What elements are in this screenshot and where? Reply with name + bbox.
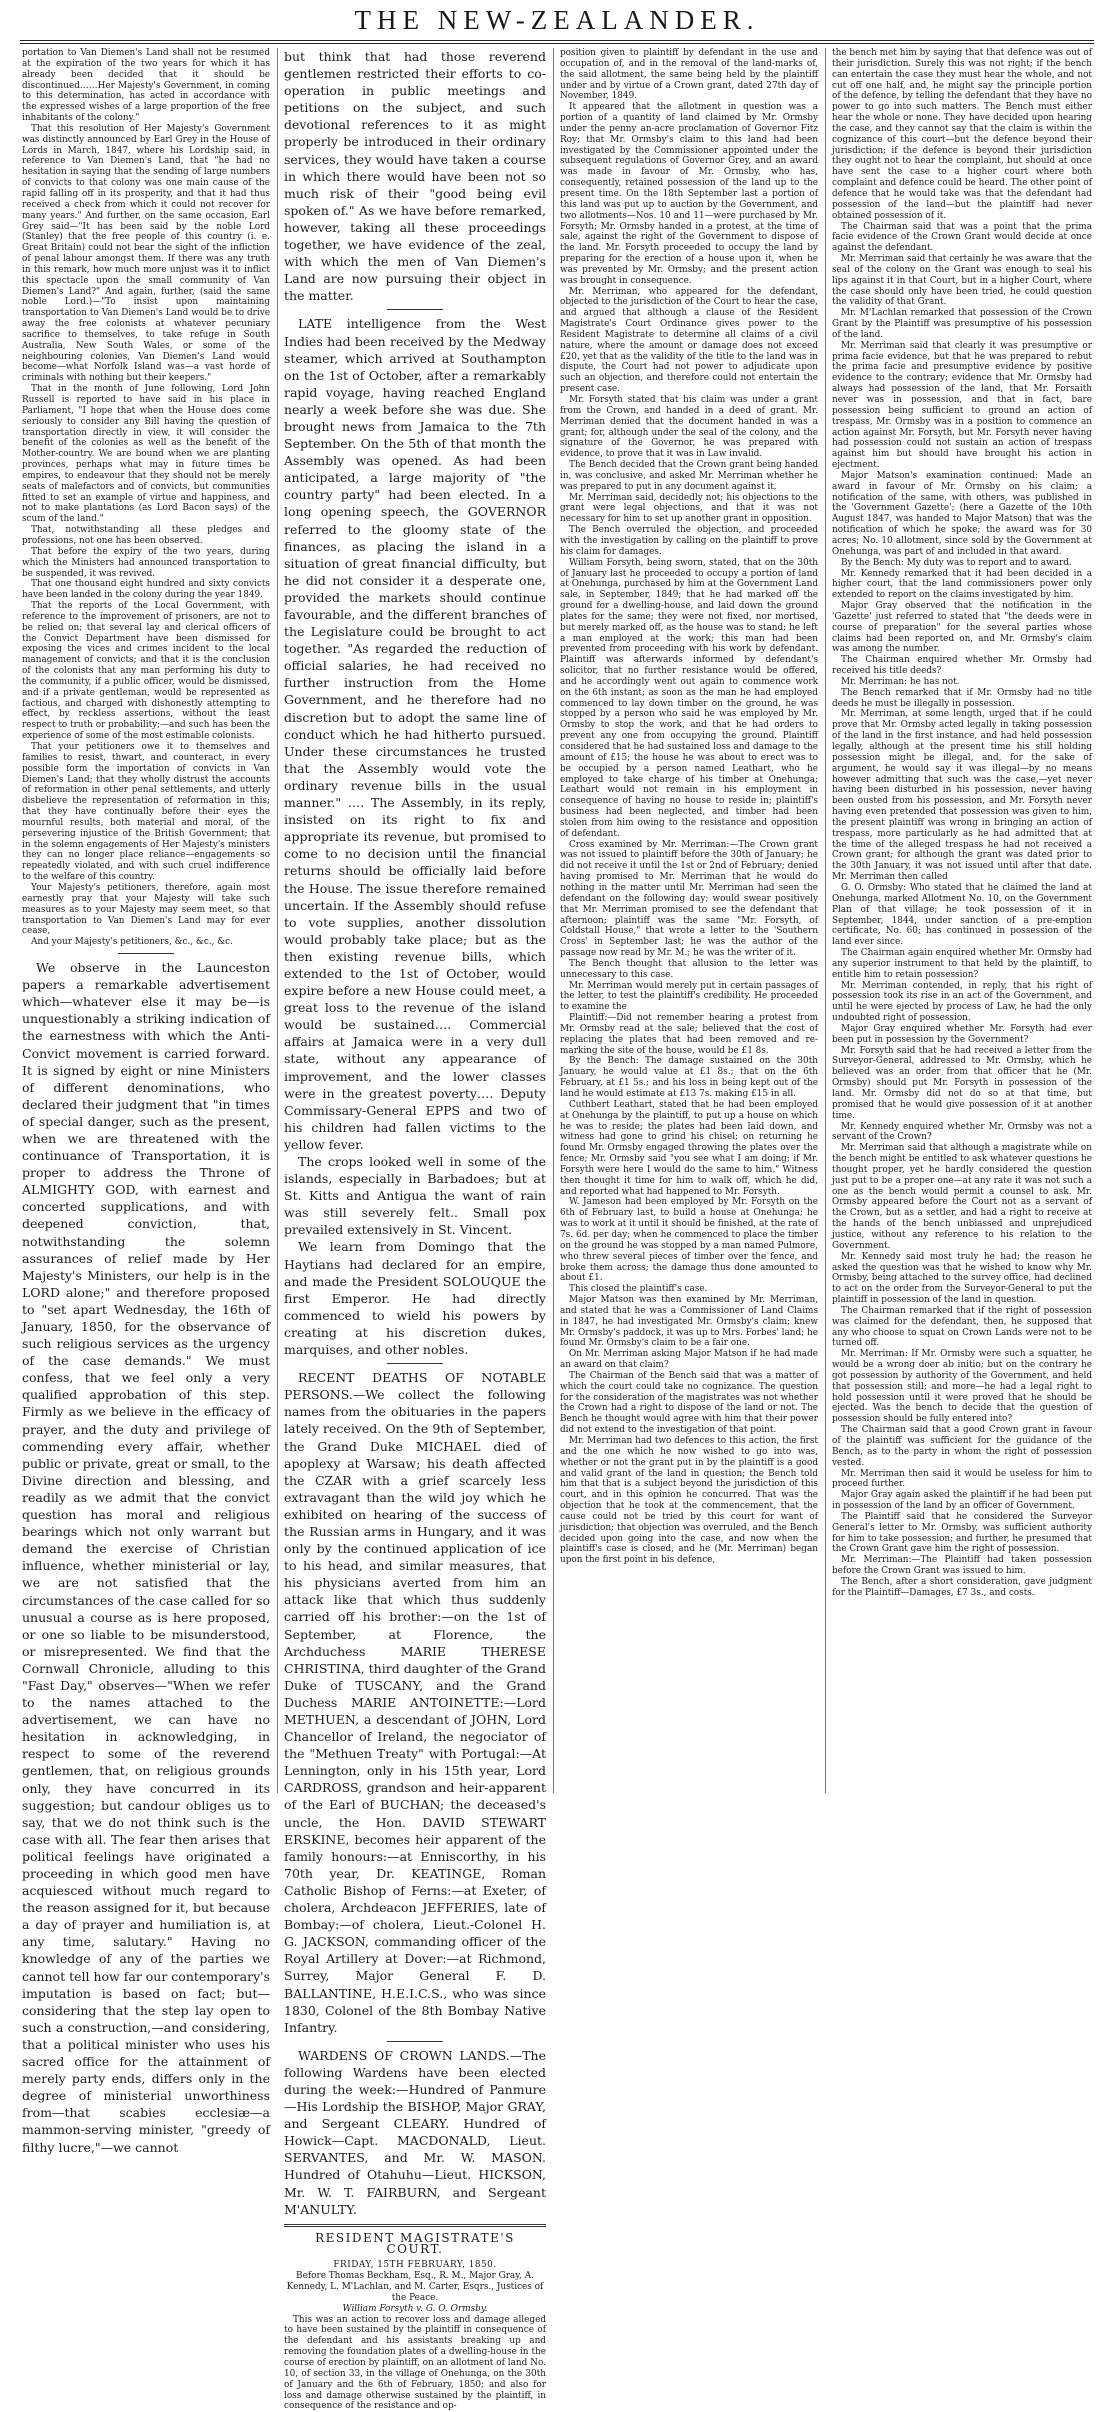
court-report-text: This was an action to recover loss and damage alleged to have been sustained by the plaintiff in consequence of the defendant and his assistants breaking up and removing the foundation plates of a dwelling-house in the course of erection by plaintiff, on an allotment of land No. 10, of section 33, in the village of Onehunga, on the 30th of January and the 6th of February, 1850; and also for loss and damage otherwise sustained by the plaintiff, in consequence of the resistance and op- bbox=[284, 2314, 546, 2412]
masthead bbox=[0, 0, 1114, 42]
court-report-text: The Chairman of the Bench said that was a matter of which the court could take no cognizance. The question for the consideration of the magistrates was not whether the Crown had a right to dispose of the land or not. The Bench he thought would agree with him that their power did not extend to the investigation of that point. bbox=[560, 1370, 818, 1436]
page-columns bbox=[22, 48, 1092, 2412]
court-report-text: It appeared that the allotment in question was a portion of a quantity of land claimed by Mr. Ormsby under the penny an-acre proclamation of Governor Fitz Roy; that Mr. Ormsby's claim to this land had been investigated by the Commissioner appointed under the subsequent regulations of Governor Grey, and an award was made in favour of Mr. Ormsby, who has, consequently, retained possession of the land up to the present time. On the 18th September last a portion of this land was put up to auction by the Government, and two allotments—Nos. 10 and 11—were purchased by Mr. Forsyth; Mr. Ormsby handed in a protest, at the time of sale, against the right of the Government to dispose of the land. Mr. Forsyth proceeded to occupy the land by preparing for the erection of a house upon it, when he was prevented by Mr. Ormsby; and the present action was brought in consequence. bbox=[560, 102, 818, 286]
column-4 bbox=[832, 48, 1092, 1793]
masthead-rule-top bbox=[20, 40, 1094, 41]
petition-text: That your petitioners owe it to themselves and families to resist, thwart, and counteract, in every possible form the importation of convicts in Van Diemen's Land; that they wholly distrust the accounts of reformation in other penal settlements, and utterly disbelieve the representation of reformation in this; that they have continually before their eyes the mournful results, both material and moral, of the persevering injustice of the British Government; that in the solemn engagements of Her Majesty's ministers they can no longer place reliance—engagements so repeatedly violated, and with such cruel indifference to the welfare of this country. bbox=[22, 742, 270, 883]
court-report-text: Mr. Merriman: he has not. bbox=[841, 676, 960, 687]
court-report-text: G. O. Ormsby: Who stated that he claimed the land at Onehunga, marked Allotment No. 10, on the Government Plan of that village; he took possession of it in September, 1844, under sanction of a pre-emption certificate, No. 60; has continued in possession of the land ever since. bbox=[832, 882, 1092, 948]
court-report-text: On Mr. Merriman asking Major Matson if he had made an award on that claim? bbox=[560, 1349, 818, 1371]
editorial-text: We observe in the Launceston papers a remarkable advertisement which—whatever else it may be—is unquestionably a striking indication of the earnestness with which the Anti-Convict movement is carried forward. It is signed by eight or nine Ministers of different denominations, who declared their judgment that "in times of special danger, such as the present, when we are threatened with the continuance of Transportation, it is proper to address the Throne of ALMIGHTY GOD, with earnest and concerted supplications, and with deepened conviction, that, notwithstanding the solemn assurances of relief made by Her Majesty's Ministers, our help is in the LORD alone;" and therefore proposed to "set apart Wednesday, the 16th of January, 1850, for the observance of such religious services as the urgency of the case demands." We must confess, that we feel only a very qualified approbation of this step. Firmly as we believe in the efficacy of prayer, and the duty and privilege of commending every affair, whether public or private, great or small, to the Divine direction and blessing, and readily as we admit that the convict question has moral and religious bearings which not only warrant but demand the exercise of Christian influence, whether ministerial or lay, we are not satisfied that the circumstances of the case called for so unusual a course as is here proposed, or one so liable to be misunderstood, or misrepresented. We find that the Cornwall Chronicle, alluding to this "Fast Day," observes—"When we refer to the names attached to the advertisement, we can have no hesitation in acknowledging, in respect to some of the reverend gentlemen, that, on religious grounds only, they have concurred in its suggestion; but candour obliges us to say, that we do not think such is the case with all. The fear then arises that political feelings have originated a proceeding in which good men have acquiesced without much regard to the reason assigned for it, but because a day of prayer and humiliation is, at any time, salutary." Having no knowledge of any of the parties we cannot tell how far our contemporary's imputation is based on fact; but—considering that the step lay open to such a construction,—and considering, that a political minister who uses his sacred office for the attainment of merely party ends, differs only in the degree of ministerial unworthiness from—that scabies ecclesiæ—a mammon-serving minister, "greedy of filthy lucre,"—we cannot bbox=[22, 960, 270, 2155]
court-report-text: Mr. Kennedy enquired whether Mr. Ormsby was not a servant of the Crown? bbox=[832, 1121, 1092, 1143]
court-report-text: Mr. Merriman then said it would be useless for him to proceed further. bbox=[832, 1468, 1092, 1490]
section-separator bbox=[284, 2224, 546, 2227]
court-report-text: Mr. Merriman: If Mr. Ormsby were such a squatter, he would be a wrong doer ab initio; but on the contrary he got possession by authority of the Government, and held that possession still; and more—he had a legal right to hold possession until it were proved that he should be ejected. Was the bench to decide that the question of possession should be fully entered into? bbox=[832, 1349, 1092, 1425]
court-report-text: The Bench remarked that if Mr. Ormsby had no title deeds he must be illegally in possession. bbox=[832, 687, 1092, 709]
court-report-text: Major Gray enquired whether Mr. Forsyth had ever been put in possession by the Government? bbox=[832, 1023, 1092, 1045]
petition-text: That this resolution of Her Majesty's Government was distinctly announced by Earl Grey in the House of Lords in March, 1847, where his Lordship said, in reference to Van Diemen's Land, that "he had no hesitation in saying that the sending of large numbers of convicts to that colony was one main cause of the rapid falling off in its prosperity, and that it had thus received a check from which it could not recover for many years." And further, on the same occasion, Earl Grey said—"It has been said by the noble Lord (Stanley) that the free people of this country (i. e. Great Britain) could not bear the sight of the infliction of penal labour amongst them. If there was any truth in this remark, how much more unjust was it to inflict this spectacle upon the small community of Van Diemen's Land?" And again, further, (said the same noble Lord.)—"To insist upon maintaining transportation to Van Diemen's Land would be to drive away the free colonists at whatever pecuniary sacrifice to themselves, to take refuge in South Australia, New South Wales, or some of the neighbouring colonies, Van Diemen's Land would become—what Norfolk Island was—a vast horde of criminals with nothing but their keepers." bbox=[22, 123, 270, 384]
court-report-text: Mr. Kennedy remarked that it had been decided in a higher court, that the land commissioners power only extended to report on the claims investigated by him. bbox=[832, 568, 1092, 601]
court-heading: RESIDENT MAGISTRATE'S COURT. bbox=[315, 2230, 515, 2256]
court-report-text: The Chairman remarked that if the right of possession was claimed for the defendant, then, he supposed that any who choose to squat on Crown Lands were not to be turned off. bbox=[832, 1305, 1092, 1349]
court-report-text: Cuthbert Leathart, stated that he had been employed at Onehunga by the plaintiff, to put up a house on which he was to reside; the plates had been laid down, and witness had gone to grind his chisel; on returning he found Mr. Ormsby engaged throwing the plates over the fence; Mr. Ormsby said "you see what I am doing; if Mr. Forsyth were here I would do the same to him." Witness then thought it time for him to walk off, which he did, and reported what had happened to Mr. Forsyth. bbox=[560, 1099, 818, 1197]
news-obituaries: RECENT DEATHS OF NOTABLE PERSONS.—We collect the following names from the obituaries in the papers lately received. On the 9th of September, the Grand Duke MICHAEL died of apoplexy at Warsaw; his death affected the CZAR with a grief scarcely less extravagant than the wild joy which he exhibited on hearing of the success of the Russian arms in Hungary, and it was only by the continued application of ice to his head, and similar measures, that his physicians averted from him an attack like that which thus suddenly carried off his brother:—on the 1st of September, at Florence, the Archduchess MARIE THERESE CHRISTINA, third daughter of the Grand Duke of TUSCANY, and the Grand Duchess MARIE ANTOINETTE:—Lord METHUEN, a descendant of JOHN, Lord Chancellor of Ireland, the negociator of the "Methuen Treaty" with Portugal:—At Lennington, only in his 15th year, Lord CARDROSS, grandson and heir-apparent of the Earl of BUCHAN; the deceased's uncle, the Hon. DAVID STEWART ERSKINE, becomes heir apparent of the family honours:—at Enniscorthy, in his 70th year, Dr. KEATINGE, Roman Catholic Bishop of Ferns:—at Exeter, of cholera, Archdeacon JEFFERIES, late of Bombay:—of cholera, Lieut.-Colonel H. G. JACKSON, commanding officer of the Royal Artillery at Dover:—at Richmond, Surrey, Major General F. D. BALLANTINE, H.E.I.C.S., who was since 1830, Colonel of the 8th Bombay Native Infantry. bbox=[284, 1370, 546, 2035]
court-report-text: Mr. Merriman:—The Plaintiff had taken possession before the Crown Grant was issued to him. bbox=[832, 1555, 1092, 1577]
court-report-text: Plaintiff:—Did not remember hearing a protest from Mr. Ormsby read at the sale; believed that the cost of replacing the plates that had been removed and re-marking the site of the house, would be £1 8s. bbox=[560, 1013, 818, 1056]
court-report-text: By the Bench: My duty was to report and to award. bbox=[841, 557, 1072, 568]
petition-text: portation to Van Diemen's Land shall not be resumed at the expiration of the two years for which it has already been decided that it should be discontinued……Her Majesty's Government, in coming to this determination, has acted in accordance with the expressed wishes of a large proportion of the free inhabitants of the colony." bbox=[22, 48, 270, 124]
petition-text: That one thousand eight hundred and sixty convicts have been landed in the colony during the year 1849. bbox=[22, 579, 270, 601]
petition-text: That before the expiry of the two years, during which the Ministers had announced transportation to be suspended, it was revived. bbox=[22, 546, 270, 579]
court-report-text: Mr. M'Lachlan remarked that possession of the Crown Grant by the Plaintiff was presumptive of his possession of the land. bbox=[832, 308, 1092, 340]
column-1 bbox=[22, 48, 270, 2155]
article-separator bbox=[387, 309, 443, 310]
petition-text: Your Majesty's petitioners, therefore, again most earnestly pray that your Majesty will take such measures as to your Majesty may seem meet, so that transportation to Van Diemen's Land may for ever cease, bbox=[22, 882, 270, 937]
court-report-text: Mr. Merriman would merely put in certain passages of the letter, to test the plaintiff's credibility. He proceeded to examine the bbox=[560, 980, 818, 1013]
article-separator bbox=[118, 953, 174, 954]
court-report-text: Mr. Forsyth stated that his claim was under a grant from the Crown, and handed in a deed of grant. Mr. Merriman denied that the document handed in was a grant; for, although under the seal of the colony, and the signature of the Governor, he was prepared with evidence, to prove that it was in Law invalid. bbox=[560, 395, 818, 460]
court-report-text: The Bench overruled the objection, and proceeded with the investigation by calling on the plaintiff to prove his claim for damages. bbox=[560, 525, 818, 557]
news-west-indies: The crops looked well in some of the islands, especially in Barbadoes; but at St. Kitts and Antigua the want of rain was still severely felt.. Small pox prevailed extensively in St. Vincent. bbox=[284, 1154, 546, 1238]
editorial-article-continued bbox=[284, 48, 546, 2218]
court-report-text: The Bench decided that the Crown grant being handed in, was conclusive, and asked Mr. Merriman whether he was prepared to put in any document against it. bbox=[560, 460, 818, 492]
court-report-text: Mr. Kennedy said most truly he had; the reason he asked the question was that he wished to know why Mr. Ormsby, being attached to the survey office, had declined to act on the order from the Surveyor-General to put the plaintiff in possession of the land in question. bbox=[832, 1251, 1092, 1306]
court-report-text: Mr. Merriman said that certainly he was aware that the seal of the colony on the Grant was enough to seal his lips against it in that Court, but in a higher Court, where the case should only have been tried, he could question the validity of that Grant. bbox=[832, 254, 1092, 308]
court-report-text: Cross examined by Mr. Merriman:—The Crown grant was not issued to plaintiff before the 30th of January; he did not receive it until the 1st or 2nd of February; denied having promised to Mr. Merriman that he would do nothing in the matter until Mr. Merriman had seen the defendant on the following day; would swear positively that Mr. Merriman promised to see the defendant that afternoon; plaintiff was the same "Mr. Forsyth, of Coldstall House," that wrote a letter to the 'Southern Cross' in September last; he was the author of the passage now read by Mr. M.; he was the writer of it. bbox=[560, 839, 818, 959]
court-report-text: This closed the plaintiff's case. bbox=[569, 1284, 708, 1295]
newspaper-title: THE NEW-ZEALANDER. bbox=[354, 5, 760, 35]
court-report-text: Mr. Forsyth said that he had received a letter from the Surveyor-General, addressed to Mr. Ormsby, which he believed was an order from that officer that he (Mr. Ormsby) should put Mr. Forsyth in possession of the land. Mr. Ormsby did not do so at that time, but promised that he would give possession of it at another time. bbox=[832, 1045, 1092, 1121]
court-report-text: Major Matson's examination continued: Made an award in favour of Mr. Ormsby on his claim; a notification of the same, with others, was published in the 'Government Gazette'; (here a Gazette of the 10th August 1847, was handed to Major Matson) that was the notification of which he spoke; the award was for 30 acres; No. 10 allotment, since sold by the Government at Onehunga, was part of and included in that award. bbox=[832, 470, 1092, 557]
court-report-text: William Forsyth, being sworn, stated, that on the 30th of January last he proceeded to occupy a portion of land at Onehunga, purchased by him at the Government Land sale, in September, 1849; that he had marked off the ground for a dwelling-house, and laid down the ground plates for the same; they were not fixed, nor mortised, but merely marked off, as the house was to stand; he left a man employed at the work; this man had been prevented from proceeding with his work by defendant. Plaintiff was afterwards informed by defendant's solicitor, that no further resistance would be offered, and he accordingly went out again to commence work on the 6th instant; as soon as the man he had employed commenced to lay down timber on the ground, he was stopped by a person who said he was employed by Mr. Ormsby to stop the work, and that he had orders to prevent any one from occupying the ground. Plaintiff considered that he had sustained loss and damage to the amount of £15; the house he was about to erect was to be occupied by a person named Leathart, who he employed to take charge of his timber at Onehunga; Leathart would not remain in his employment in consequence of having no house to reside in; plaintiff's business had been neglected, and timber had been stolen from him owing to the resistance and opposition of defendant. bbox=[560, 557, 818, 839]
editorial-text: but think that had those reverend gentlemen restricted their efforts to co-operation in public meetings and petitions on the subject, and such devotional references to it as might properly be introduced in their ordinary services, they would have taken a course in which there would have been not so much risk of their "good being evil spoken of." As we have before remarked, however, taking all these proceedings together, we have evidence of the zeal, with which the men of Van Diemen's Land are now pursuing their object in the matter. bbox=[284, 49, 546, 304]
court-report-text: Mr. Merriman said that clearly it was presumptive or prima facie evidence, but that he was prepared to rebut the prima facie and presumptive evidence by positive evidence to the contrary; evidence that Mr. Ormsby had always had possession of the land, that Mr. Forsaith never was in possession, and that in fact, bare possession being sufficient to ground an action of trespass, Mr. Ormsby was in a position to commence an action against Mr. Forsyth, but Mr. Forsyth never having had possession could not sustain an action of trespass against him but should have brought his action in ejectment. bbox=[832, 340, 1092, 471]
court-case-title: William Forsyth v. G. O. Ormsby. bbox=[342, 2303, 488, 2314]
court-report-text: W. Jameson had been employed by Mr. Forsyth on the 6th of February last, to build a house at Onehunga; he was to work at it until it should be finished, at the rate of 7s. 6d. per day; when he commenced to place the timber on the ground he was stopped by a man named Pulmore, who threw several pieces of timber over the fence, and broke them across; the damage thus done amounted to about £1. bbox=[560, 1197, 818, 1284]
article-separator bbox=[387, 1363, 443, 1364]
court-report-text: The Chairman said that a good Crown grant in favour of the plaintiff was sufficient for the guidance of the Bench, as to the party in whom the right of possession vested. bbox=[832, 1425, 1092, 1468]
column-2 bbox=[284, 48, 546, 2412]
court-report-text: The Chairman enquired whether Mr. Ormsby had received his title deeds? bbox=[832, 655, 1092, 677]
court-report-text: Mr. Merriman said, decidedly not; his objections to the grant were legal objections, and that it was not necessary for him to set up another grant in opposition. bbox=[560, 492, 818, 525]
court-report-text: The Bench thought that allusion to the letter was unnecessary to this case. bbox=[560, 958, 818, 980]
court-report-text: Major Gray observed that the notification in the 'Gazette' just referred to stated that "the deeds were in course of preparation" for the several parties whose claims had been reported on, and Mr. Ormsby's claim was among the number. bbox=[832, 601, 1092, 655]
editorial-article bbox=[22, 959, 270, 2156]
court-report-text: By the Bench: The damage sustained on the 30th January, he would value at £1 8s.; that on the 6th February, at £1 5s.; and his loss in being kept out of the land he would estimate at £13 7s. making £15 in all. bbox=[560, 1056, 818, 1099]
news-west-indies: LATE intelligence from the West Indies had been received by the Medway steamer, which arrived at Southampton on the 1st of October, after a remarkably rapid voyage, having reached England nearly a week before she was due. She brought news from Jamaica to the 7th September. On the 5th of that month the Assembly was opened. As had been anticipated, a large majority of "the country party" had been elected. In a long opening speech, the GOVERNOR referred to the gloomy state of the finances, as placing the island in a situation of great financial difficulty, but he did not consider it a desperate one, provided the markets should continue favourable, and the different branches of the Legislature could be brought to act together. "As regarded the reduction of official salaries, he had received no further instruction from the Home Government, and he therefore had no discretion but to adopt the same line of conduct which he had hitherto pursued. Under these circumstances he trusted that the Assembly would vote the ordinary revenue bills in the usual manner." …. The Assembly, in its reply, insisted on its right to fix and appropriate its revenue, but promised to come to no decision until the financial returns should be officially laid before the House. The issue therefore remained uncertain. If the Assembly should refuse to vote supplies, another dissolution would probably take place; but as the then existing revenue bills, which extended to the 1st of October, would expire before a new House could meet, a great loss to the revenue of the island would be sustained…. Commercial affairs at Jamaica were in a very dull state, without any appearance of improvement, and the lower classes were in the greatest poverty…. Deputy Commissary-General EPPS and two of his children had fallen victims to the yellow fever. bbox=[284, 316, 546, 1152]
court-report-text: Mr. Merriman contended, in reply, that his right of possession took its rise in an act of the Government, and until he were ejected by process of Law, he had the only undoubted right of possession. bbox=[832, 980, 1092, 1024]
court-report-text: Mr. Merriman, at some length, urged that if he could prove that Mr. Ormsby acted legally in taking possession of the land in the first instance, and had held possession legally, although at the present time his still holding possession might be illegal, and, for the sake of argument, he would say it was illegal—by no means however admitting that such was the case,—yet never having been disturbed in his possession, never having been ousted from his possession, and Mr. Forsyth never having even pretended that possession was given to him, the present plaintiff was wrong in bringing an action of trespass, more particularly as he had admitted that at the time of the alleged trespass he had not received a Crown grant; for although the grant was dated prior to the 30th January, it was not issued until after that date. Mr. Merriman then called bbox=[832, 709, 1092, 883]
court-report-text: The Chairman again enquired whether Mr. Ormsby had any superior instrument to that held by the plaintiff, to entitle him to retain possession? bbox=[832, 948, 1092, 980]
court-report-text: Mr. Merriman, who appeared for the defendant, objected to the jurisdiction of the Court to hear the case, and argued that although a clause of the Resident Magistrate's Court Ordinance gives power to the Resident Magistrate to determine all claims of a civil nature, where the amount or damage does not exceed £20, yet that as the validity of the title to the land was in dispute, the Court had not power to adjudicate upon such an objection, and therefore could not entertain the present case. bbox=[560, 286, 818, 395]
court-report-text: Mr. Merriman had two defences to this action, the first and the one which he now wished to go into was, whether or not the grant put in by the plaintiff is a good and valid grant of the land in question; the Bench told him that that is a subject beyond the jurisdiction of this court, and in this opinion he concurred. That was the objection that he took at the commencement, that the cause could not be tried by this court for want of jurisdiction; that objection was overruled, and the Bench decided upon going into the case, and now when the plaintiff's case is closed, and he (Mr. Merriman) began upon the first point in his defence, bbox=[560, 1436, 818, 1566]
petition-text: That the reports of the Local Government, with reference to the improvement of prisoners, are not to be relied on; that several lay and clerical officers of the Convict Department have been dismissed for exposing the vices and crimes incident to the local management of convicts; and that it is the conclusion of the colonists that any man performing his duty to the community, if a public officer, would be dismissed, and if a private gentleman, would be represented as factious, and charged with dishonestly attempting to effect, by reckless assertions, without the least respect to truth or probability;—and such has been the experience of some of the most estimable colonists. bbox=[22, 601, 270, 742]
court-bench: Before Thomas Beckham, Esq., R. M., Major Gray, A. Kennedy, L. M'Lachlan, and M. Carter, Esqrs., Justices of the Peace. bbox=[286, 2271, 544, 2303]
petition-text: That in the month of June following, Lord John Russell is reported to have said in his place in Parliament, "I hope that when the House does come seriously to consider any Bill having the question of transportation directly in view, it will consider the benefit of the colonies as well as the benefit of the Mother-country. We are bound when we are planting provinces, perhaps what may in future times be empires, to endeavour that they should not be merely seats of malefactors and of convicts, but communities fitted to set an example of virtue and happiness, and not to make plantations (as Lord Bacon says) of the scum of the land." bbox=[22, 384, 270, 525]
column-rule bbox=[825, 48, 826, 1793]
court-report-text: Major Gray again asked the plaintiff if he had been put in possession of the land by an officer of Government. bbox=[832, 1490, 1092, 1512]
court-report-text: Mr. Merriman said that although a magistrate while on the bench might be entitled to ask whatever questions he thought proper, yet he hardly considered the question just put to be a proper one—at any rate it was not such a one as the bench would permit a counsel to ask. Mr. Ormsby appeared before the Court not as a servant of the Crown, but as a settler, and had a right to receive at the hands of the bench unbiassed and unprejudiced justice, without any reference to his relation to the Government. bbox=[832, 1143, 1092, 1251]
court-date: FRIDAY, 15TH FEBRUARY, 1850. bbox=[333, 2260, 497, 2271]
news-hayti: We learn from Domingo that the Haytians had declared for an empire, and made the President SOLOUQUE the first Emperor. He had directly commenced to wield his powers by creating at his discretion dukes, marquises, and other nobles. bbox=[284, 1239, 546, 1358]
news-wardens: WARDENS OF CROWN LANDS.—The following Wardens have been elected during the week:—Hundred of Panmure—His Lordship the BISHOP, Major GRAY, and Sergeant CLEARY. Hundred of Howick—Capt. MACDONALD, Lieut. SERVANTES, and Mr. W. MASON. Hundred of Otahuhu—Lieut. HICKSON, Mr. W. T. FAIRBURN, and Sergeant M'ANULTY. bbox=[284, 2047, 546, 2217]
court-judgment: The Bench, after a short consideration, gave judgment for the Plaintiff—Damages, £7 3s., and costs. bbox=[832, 1576, 1092, 1598]
column-rule bbox=[277, 48, 278, 1793]
court-report-text: position given to plaintiff by defendant in the use and occupation of, and in the removal of the land-marks of, the said allotment, the same being held by the plaintiff under and by virtue of a Crown grant, dated 27th day of November, 1849. bbox=[560, 48, 818, 102]
court-report-text: The Chairman said that was a point that the prima facie evidence of the Crown Grant would decide at once against the defendant. bbox=[832, 221, 1092, 254]
petition-text: That, notwithstanding all these pledges and professions, not one has been observed. bbox=[22, 525, 270, 546]
article-separator bbox=[387, 2041, 443, 2042]
court-report-text: the bench met him by saying that that defence was out of their jurisdiction. Surely this was not right; if the bench can entertain the case they must hear the whole, and not cut off one half, and, he might say the principle portion of the defence, by telling the defendant that they have no power to go into such matters. The Bench must either hear the whole or none. They have decided upon hearing the case, and they cannot say that the claim is within the cognizance of this court—but the defence beyond their jurisdiction; if the defence is beyond their jurisdiction they ought not to hear the complaint, but should at once have sent the case to a higher court where both complaint and defence could be heard. The other point of defence that he would take was that the defendant had possession of the land—but the plaintiff had never obtained possession of it. bbox=[832, 48, 1092, 221]
column-3 bbox=[560, 48, 818, 1793]
court-report-text: The Plaintiff said that he considered the Surveyor General's letter to Mr. Ormsby, was sufficient authority for him to take possession; and further, he presumed that the Crown Grant gave him the right of possession. bbox=[832, 1511, 1092, 1555]
column-rule bbox=[553, 48, 554, 1793]
petition-signoff: And your Majesty's petitioners, &c., &c., &c. bbox=[31, 937, 233, 948]
masthead-rule-bottom bbox=[20, 43, 1094, 44]
court-report-text: Major Matson was then examined by Mr. Merriman, and stated that he was a Commissioner of Land Claims in 1847, he had investigated Mr. Ormsby's claim; knew Mr. Ormsby's paddock, it was up to Mrs. Forbes' land; he found Mr. Ormsby's claim to be a fair one. bbox=[560, 1295, 818, 1349]
